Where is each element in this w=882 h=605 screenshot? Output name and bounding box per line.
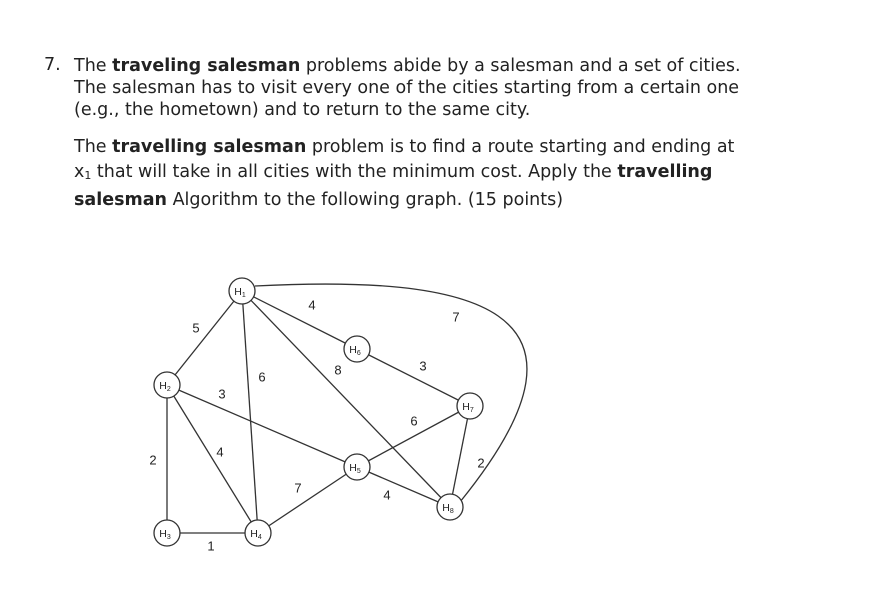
edge-h1-h8c <box>255 284 527 502</box>
edge-h6-h7 <box>357 349 470 406</box>
edge-h5-h8 <box>357 467 450 507</box>
edge-weight-h1-h8c: 7 <box>452 309 460 325</box>
edge-h1-h4 <box>242 291 258 533</box>
edge-weight-h2-h3: 2 <box>149 452 157 468</box>
edge-weight-h7-h8: 2 <box>477 455 485 471</box>
edge-weight-h1-h2: 5 <box>192 320 200 336</box>
task-line-1: The travelling salesman problem is to find a route starting and ending at <box>74 137 735 157</box>
edge-weight-h4-h5: 7 <box>294 480 302 496</box>
edge-h1-h2 <box>167 291 242 385</box>
node-h4 <box>245 520 271 546</box>
node-h8 <box>437 494 463 520</box>
intro-line-1: The traveling salesman problems abide by a salesman and a set of cities. <box>74 56 741 76</box>
node-h5 <box>344 454 370 480</box>
intro-line-2: The salesman has to visit every one of the cities starting from a certain one <box>74 78 740 98</box>
edge-weight-h2-h4: 4 <box>216 444 224 460</box>
node-label: $H_2$ <box>159 379 171 393</box>
edge-h2-h5 <box>167 385 357 467</box>
node-label: $H_1$ <box>234 285 246 299</box>
edge-weight-h5-h8: 4 <box>383 487 391 503</box>
node-label: $H_5$ <box>349 461 361 475</box>
edge-weight-h3-h4: 1 <box>207 538 215 554</box>
node-label: $H_6$ <box>349 343 361 357</box>
node-label: $H_7$ <box>462 400 474 414</box>
edge-weight-h5-h7: 6 <box>410 413 418 429</box>
task-line-3: salesman Algorithm to the following graph. (15 points) <box>74 190 564 210</box>
edge-weight-h1-h4: 6 <box>258 369 266 385</box>
node-h1 <box>229 278 255 304</box>
node-label: $H_4$ <box>250 527 262 541</box>
term-traveling-salesman: traveling salesman <box>112 56 301 76</box>
node-h6 <box>344 336 370 362</box>
node-label: $H_8$ <box>442 501 454 515</box>
edge-h4-h5 <box>258 467 357 533</box>
node-h2 <box>154 372 180 398</box>
edge-weight-h1-h6: 4 <box>308 297 316 313</box>
edge-h1-h6 <box>242 291 357 349</box>
edge-h2-h4 <box>167 385 258 533</box>
node-h7 <box>457 393 483 419</box>
term-salesman: salesman <box>74 190 168 210</box>
edge-h7-h8 <box>450 406 470 507</box>
edge-weight-h1-h8: 8 <box>334 362 342 378</box>
edge-weight-h2-h5: 3 <box>218 386 226 402</box>
term-travelling: travelling <box>617 161 713 182</box>
term-travelling-salesman: travelling salesman <box>112 137 307 157</box>
task-line-2: x1 that will take in all cities with the minimum cost. Apply the travelling <box>74 161 713 182</box>
edge-weight-h6-h7: 3 <box>419 358 427 374</box>
intro-line-3: (e.g., the hometown) and to return to the same city. <box>74 100 531 120</box>
node-h3 <box>154 520 180 546</box>
question-number: 7. <box>44 55 61 75</box>
node-label: $H_3$ <box>159 527 171 541</box>
